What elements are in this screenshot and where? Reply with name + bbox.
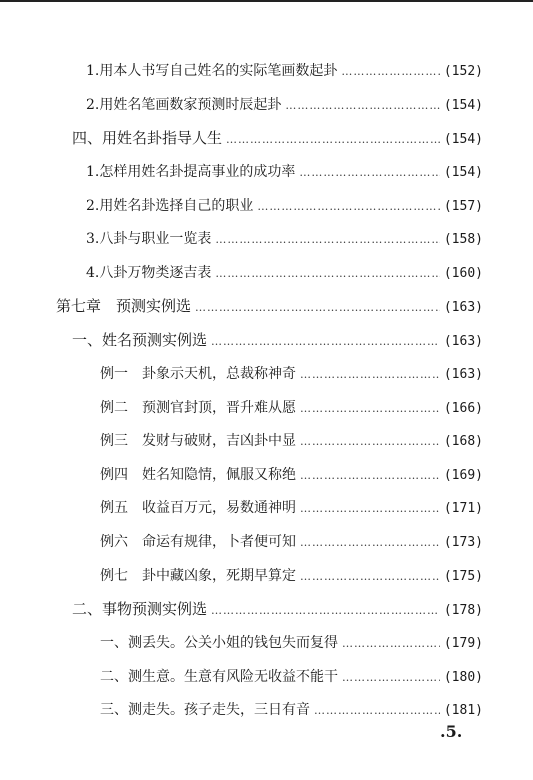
toc-entry-title: 二、测生意。生意有风险无收益不能干 (100, 669, 338, 685)
toc-entry-page: (175) (443, 569, 483, 584)
toc-entry-title: 例三 发财与破财，吉凶卦中显 (100, 433, 296, 449)
toc-entry-title: 4.八卦万物类逐吉表 (86, 265, 212, 281)
toc-entry-title: 3.八卦与职业一览表 (86, 231, 212, 247)
toc-entry-page: (179) (443, 636, 483, 651)
toc-entry (86, 228, 483, 248)
toc-entry-title: 三、测走失。孩子走失，三日有音 (100, 702, 310, 718)
toc-entry-title: 例六 命运有规律，卜者便可知 (100, 534, 296, 550)
toc-entry-page: (168) (443, 434, 483, 449)
toc-entry-page: (152) (443, 64, 483, 79)
toc-entry-page: (154) (443, 165, 483, 180)
dot-leader (215, 233, 440, 246)
toc-entry (72, 329, 483, 350)
toc-entry-title: 例二 预测官封顶，晋升难从愿 (100, 400, 296, 416)
toc-entry-page: (171) (443, 501, 483, 516)
dot-leader (215, 267, 440, 280)
toc-entry (100, 397, 483, 417)
toc-entry (86, 262, 483, 282)
toc-entry-title: 1.用本人书写自己姓名的实际笔画数起卦 (86, 63, 338, 79)
toc-entry-page: (169) (443, 468, 483, 483)
toc-entry-page: (157) (443, 199, 483, 214)
dot-leader (314, 704, 440, 717)
toc-entry-title: 1.怎样用姓名卦提高事业的成功率 (86, 164, 296, 180)
toc-entry-page: (158) (443, 232, 483, 247)
toc-entry (100, 666, 483, 686)
toc-entry-title: 二、事物预测实例选 (72, 600, 208, 618)
toc-entry-title: 例五 收益百万元，易数通神明 (100, 500, 296, 516)
toc-entry-page: (154) (443, 132, 483, 147)
toc-entry-title: 第七章 预测实例选 (56, 297, 192, 315)
toc-entry-title: 例四 姓名知隐情，佩服又称绝 (100, 467, 296, 483)
toc-entry-title: 一、姓名预测实例选 (72, 331, 208, 349)
toc-entry-page: (173) (443, 535, 483, 550)
toc-entry-title: 2.用姓名卦选择自己的职业 (86, 198, 254, 214)
dot-leader (195, 301, 440, 314)
toc-entry (100, 363, 483, 383)
toc-entry-title: 2.用姓名笔画数家预测时辰起卦 (86, 97, 282, 113)
toc-entry (86, 94, 483, 114)
top-border-line (0, 0, 533, 2)
toc-entry (100, 464, 483, 484)
dot-leader (211, 335, 440, 348)
toc-entry (86, 161, 483, 181)
toc-entry (86, 60, 483, 80)
dot-leader (300, 368, 440, 381)
toc-entry-page: (163) (443, 367, 483, 382)
toc-entry-page: (163) (443, 334, 483, 349)
toc-chapter-entry (56, 295, 483, 316)
dot-leader (211, 604, 440, 617)
dot-leader (300, 536, 440, 549)
toc-entry-page: (166) (443, 401, 483, 416)
toc-entry (72, 598, 483, 619)
toc-entry-page: (180) (443, 670, 483, 685)
dot-leader (341, 65, 440, 78)
dot-leader (342, 671, 440, 684)
toc-entry (100, 430, 483, 450)
dot-leader (300, 570, 440, 583)
toc-entry-page: (178) (443, 603, 483, 618)
toc-entry (86, 195, 483, 215)
dot-leader (342, 637, 440, 650)
toc-entry (72, 127, 483, 148)
dot-leader (285, 99, 440, 112)
toc-entry-title: 一、测丢失。公关小姐的钱包失而复得 (100, 635, 338, 651)
dot-leader (300, 502, 440, 515)
toc-entry (100, 531, 483, 551)
toc-entry (100, 497, 483, 517)
toc-entry-title: 例一 卦象示天机，总裁称神奇 (100, 366, 296, 382)
dot-leader (300, 469, 440, 482)
dot-leader (257, 200, 440, 213)
toc-entry-page: (160) (443, 266, 483, 281)
dot-leader (300, 402, 440, 415)
toc-entry (100, 632, 483, 652)
page-number: .5. (440, 722, 463, 741)
toc-entry-page: (181) (443, 703, 483, 718)
toc-entry (100, 699, 483, 719)
toc-entry-page: (163) (443, 300, 483, 315)
toc-entry-title: 例七 卦中藏凶象，死期早算定 (100, 568, 296, 584)
dot-leader (299, 166, 440, 179)
toc-entry-page: (154) (443, 98, 483, 113)
dot-leader (300, 435, 440, 448)
toc-entry (100, 565, 483, 585)
toc-entry-title: 四、用姓名卦指导人生 (72, 129, 223, 147)
dot-leader (226, 133, 440, 146)
